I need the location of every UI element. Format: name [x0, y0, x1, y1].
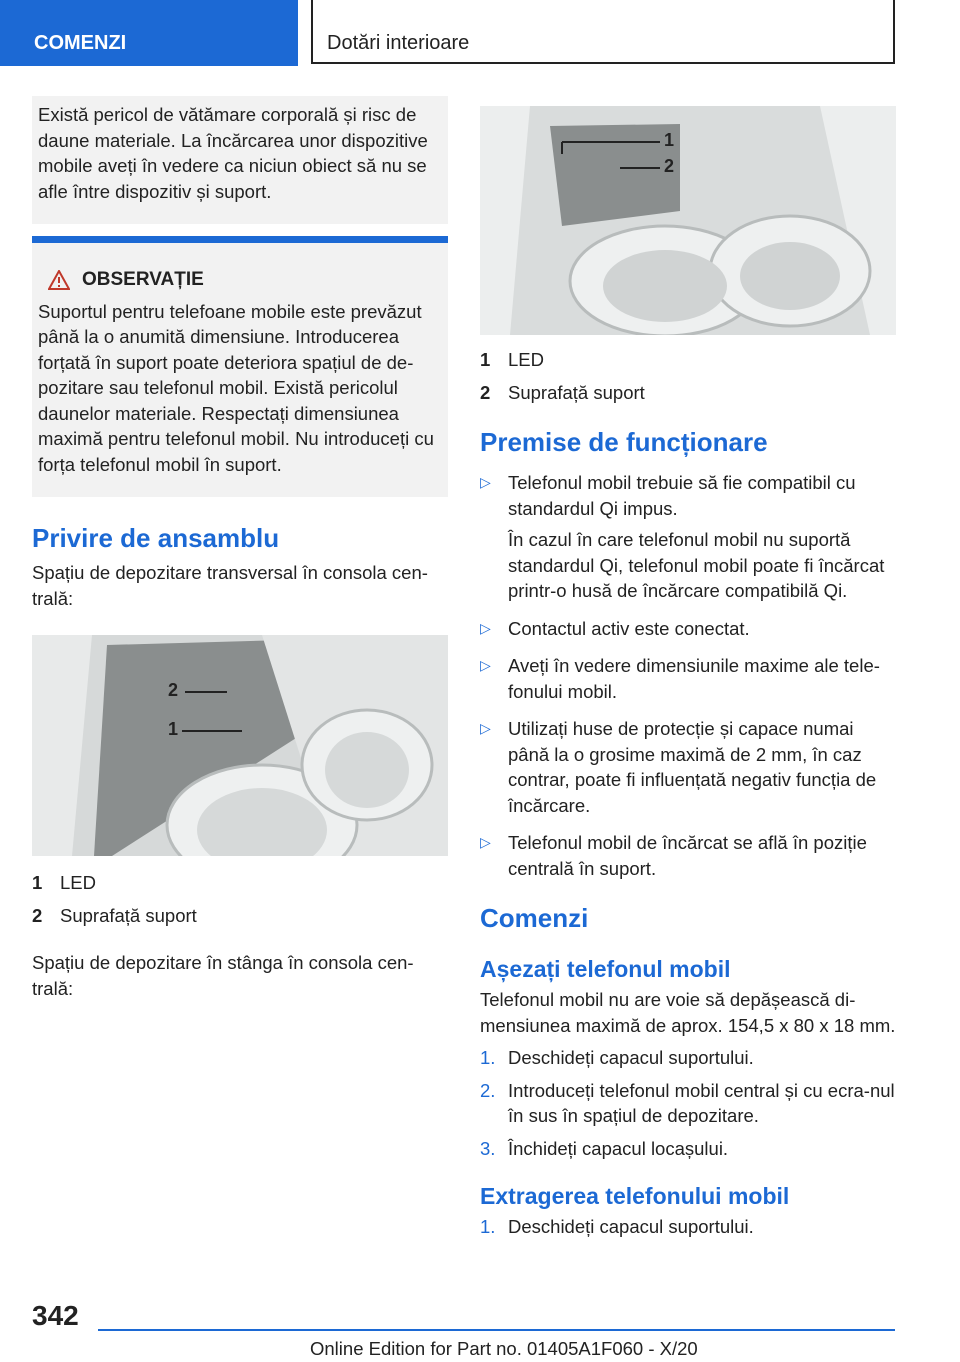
warning-note-continued: [32, 96, 448, 224]
image-callout-2: 2: [168, 680, 179, 700]
list-item-text: Contactul activ este conectat.: [508, 617, 750, 639]
list-item-text: Telefonul mobil trebuie să fie compatibil cu standardul Qi impus.: [508, 472, 856, 519]
legend-label: LED: [508, 349, 544, 370]
list-item: [480, 716, 896, 818]
step-text: Introduceți telefonul mobil central și cu ecra-nul în sus în spațiul de depozitare.: [508, 1079, 895, 1126]
step-text: Închideți capacul locașului.: [508, 1137, 729, 1159]
warning-triangle-icon: [48, 270, 70, 290]
triangle-bullet-icon: ▷: [480, 657, 491, 673]
step-text: Deschideți capacul suportului.: [508, 1047, 754, 1068]
warning-text: Există pericol de vătămare corporală și risc de daune materiale. La încărcarea unor dispozitive mobile aveți în vedere ca niciun obiect să nu se afle între dispozitiv și suport.: [38, 104, 428, 202]
list-item: [480, 616, 896, 642]
left-column: [32, 96, 448, 1001]
triangle-bullet-icon: ▷: [480, 720, 491, 736]
legend-number: 1: [480, 349, 491, 370]
triangle-bullet-icon: ▷: [480, 474, 491, 490]
legend-label: LED: [60, 872, 96, 893]
asezati-text: Telefonul mobil nu are voie să depășească di-mensiunea maximă de aprox. 154,5 x 80 x 18 mm.: [480, 989, 896, 1036]
legend-number: 2: [480, 382, 491, 403]
legend-row: [480, 376, 896, 409]
legend-label: Suprafață suport: [508, 382, 645, 403]
list-item: [480, 830, 896, 881]
legend-row: [32, 866, 448, 899]
footer-divider: [98, 1329, 895, 1331]
right-column: [480, 96, 896, 1240]
extrag-steps: [480, 1214, 896, 1240]
section-tab[interactable]: COMENZI: [0, 0, 298, 66]
console-photo-2: [480, 106, 896, 335]
triangle-bullet-icon: ▷: [480, 619, 491, 636]
triangle-bullet-icon: ▷: [480, 834, 491, 850]
step-number: 3.: [480, 1137, 496, 1159]
step-item: [480, 1045, 896, 1071]
overview-heading: Privire de ansamblu: [32, 523, 280, 553]
observation-note: [32, 236, 448, 497]
premise-heading: Premise de funcționare: [480, 427, 768, 457]
step-item: [480, 1078, 896, 1129]
extrag-heading: Extragerea telefonului mobil: [480, 1183, 790, 1209]
left-storage-text: Spațiu de depozitare în stânga în consola cen-trală:: [32, 952, 414, 999]
asezati-steps: [480, 1045, 896, 1161]
observation-text: Suportul pentru telefoane mobile este prevăzut până la o anumită dimensiune. Introducerea forțată în suport poate deteriora spațiul de de-pozitare sau telefonul mobil. Există pericolul daunelor materiale. Respectați dimensiunea maximă pentru telefonul mobil. Nu introduceți cu forța telefonul mobil în suport.: [38, 300, 434, 475]
legend-number: 1: [32, 872, 43, 893]
observation-title: [38, 267, 438, 293]
list-item-text: Telefonul mobil de încărcat se află în poziție centrală în suport.: [508, 832, 867, 879]
premise-list: [480, 470, 896, 881]
page-number: 342: [32, 1300, 79, 1331]
list-item: [480, 653, 896, 704]
step-number: 1.: [480, 1047, 496, 1068]
image-callout-1: 1: [168, 719, 179, 739]
list-item-text: Aveți în vedere dimensiunile maxime ale tele-fonului mobil.: [508, 655, 880, 702]
image-callout-1: 1: [664, 130, 675, 150]
legend-number: 2: [32, 905, 43, 926]
asezati-heading: Așezați telefonul mobil: [480, 956, 731, 982]
page-header: [0, 0, 960, 66]
list-item-subtext: În cazul în care telefonul mobil nu suportă standardul Qi, telefonul mobil poate fi încărcat printr-o husă de încărcare compatibilă Qi.: [508, 529, 885, 601]
left-storage-image: [480, 106, 896, 335]
edition-text: Online Edition for Part no. 01405A1F060 - X/20: [310, 1338, 698, 1359]
step-number: 2.: [480, 1079, 496, 1101]
chapter-title: Dotări interioare: [311, 0, 895, 64]
image-callout-2: 2: [664, 156, 675, 176]
transverse-storage-image: [32, 635, 448, 856]
legend-row: [32, 899, 448, 932]
console-photo-1: [32, 635, 448, 856]
list-item-text: Utilizați huse de protecție și capace numai până la o grosime maximă de 2 mm, în caz contrar, poate fi influențată negativ funcția de încărcare.: [508, 718, 877, 816]
observation-label: OBSERVAȚIE: [82, 269, 204, 290]
step-number: 1.: [480, 1216, 496, 1237]
comenzi-heading: Comenzi: [480, 903, 589, 933]
legend-label: Suprafață suport: [60, 905, 197, 926]
step-item: [480, 1214, 896, 1240]
overview-text: Spațiu de depozitare transversal în consola cen-trală:: [32, 562, 428, 609]
image-legend-2: [480, 343, 896, 409]
step-text: Deschideți capacul suportului.: [508, 1216, 754, 1237]
step-item: [480, 1136, 896, 1162]
list-item: [480, 470, 896, 604]
legend-row: [480, 343, 896, 376]
image-legend-1: [32, 866, 448, 932]
